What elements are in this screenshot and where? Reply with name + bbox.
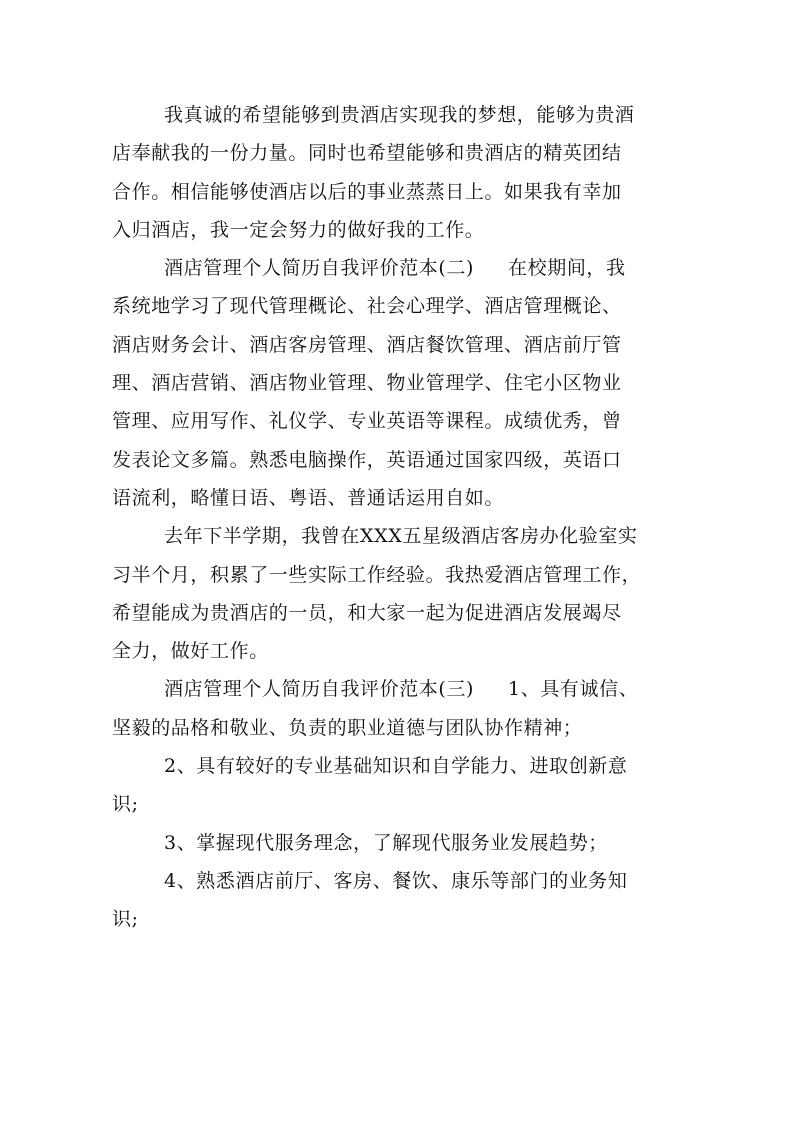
paragraph-line: 希望能成为贵酒店的一员，和大家一起为促进酒店发展竭尽 (112, 601, 622, 624)
list-item-line: 3、掌握现代服务理念，了解现代服务业发展趋势； (164, 831, 608, 854)
paragraph-line: 去年下半学期，我曾在XXX五星级酒店客房办化验室实 (164, 525, 638, 548)
list-item-line: 识; (112, 908, 139, 931)
section-heading-line (112, 670, 686, 708)
list-item-line: 识; (112, 793, 139, 816)
paragraph-line: 酒店财务会计、酒店客房管理、酒店餐饮管理、酒店前厅管 (112, 333, 622, 356)
paragraph-line: 店奉献我的一份力量。同时也希望能够和贵酒店的精英团结 (112, 142, 622, 165)
paragraph-line: 语流利，略懂日语、粤语、普通话运用自如。 (112, 486, 505, 509)
paragraph-line: 系统地学习了现代管理概论、社会心理学、酒店管理概论、 (112, 295, 622, 318)
list-item-start: 1、具有诚信、 (508, 678, 639, 701)
list-item-line: 2、具有较好的专业基础知识和自学能力、进取创新意 (164, 755, 628, 778)
paragraph-start: 在校期间，我 (508, 257, 626, 280)
paragraph-line: 我真诚的希望能够到贵酒店实现我的梦想，能够为贵酒 (164, 104, 635, 126)
paragraph-line: 习半个月，积累了一些实际工作经验。我热爱酒店管理工作， (112, 563, 642, 586)
section-heading: 酒店管理个人简历自我评价范本(二) (164, 257, 475, 280)
paragraph-line: 发表论文多篇。熟悉电脑操作，英语通过国家四级，英语口 (112, 448, 622, 471)
list-item-line: 4、熟悉酒店前厅、客房、餐饮、康乐等部门的业务知 (164, 869, 628, 892)
paragraph-line: 理、酒店营销、酒店物业管理、物业管理学、住宅小区物业 (112, 372, 622, 395)
section-heading: 酒店管理个人简历自我评价范本(三) (164, 678, 475, 701)
list-item-line: 坚毅的品格和敬业、负责的职业道德与团队协作精神； (112, 716, 583, 739)
document-body (112, 96, 686, 939)
paragraph-line: 合作。相信能够使酒店以后的事业蒸蒸日上。如果我有幸加 (112, 180, 622, 203)
section-heading-line (112, 249, 686, 287)
paragraph-line: 入归酒店，我一定会努力的做好我的工作。 (112, 218, 485, 241)
paragraph-line: 全力，做好工作。 (112, 640, 269, 663)
paragraph-line: 管理、应用写作、礼仪学、专业英语等课程。成绩优秀，曾 (112, 410, 622, 433)
